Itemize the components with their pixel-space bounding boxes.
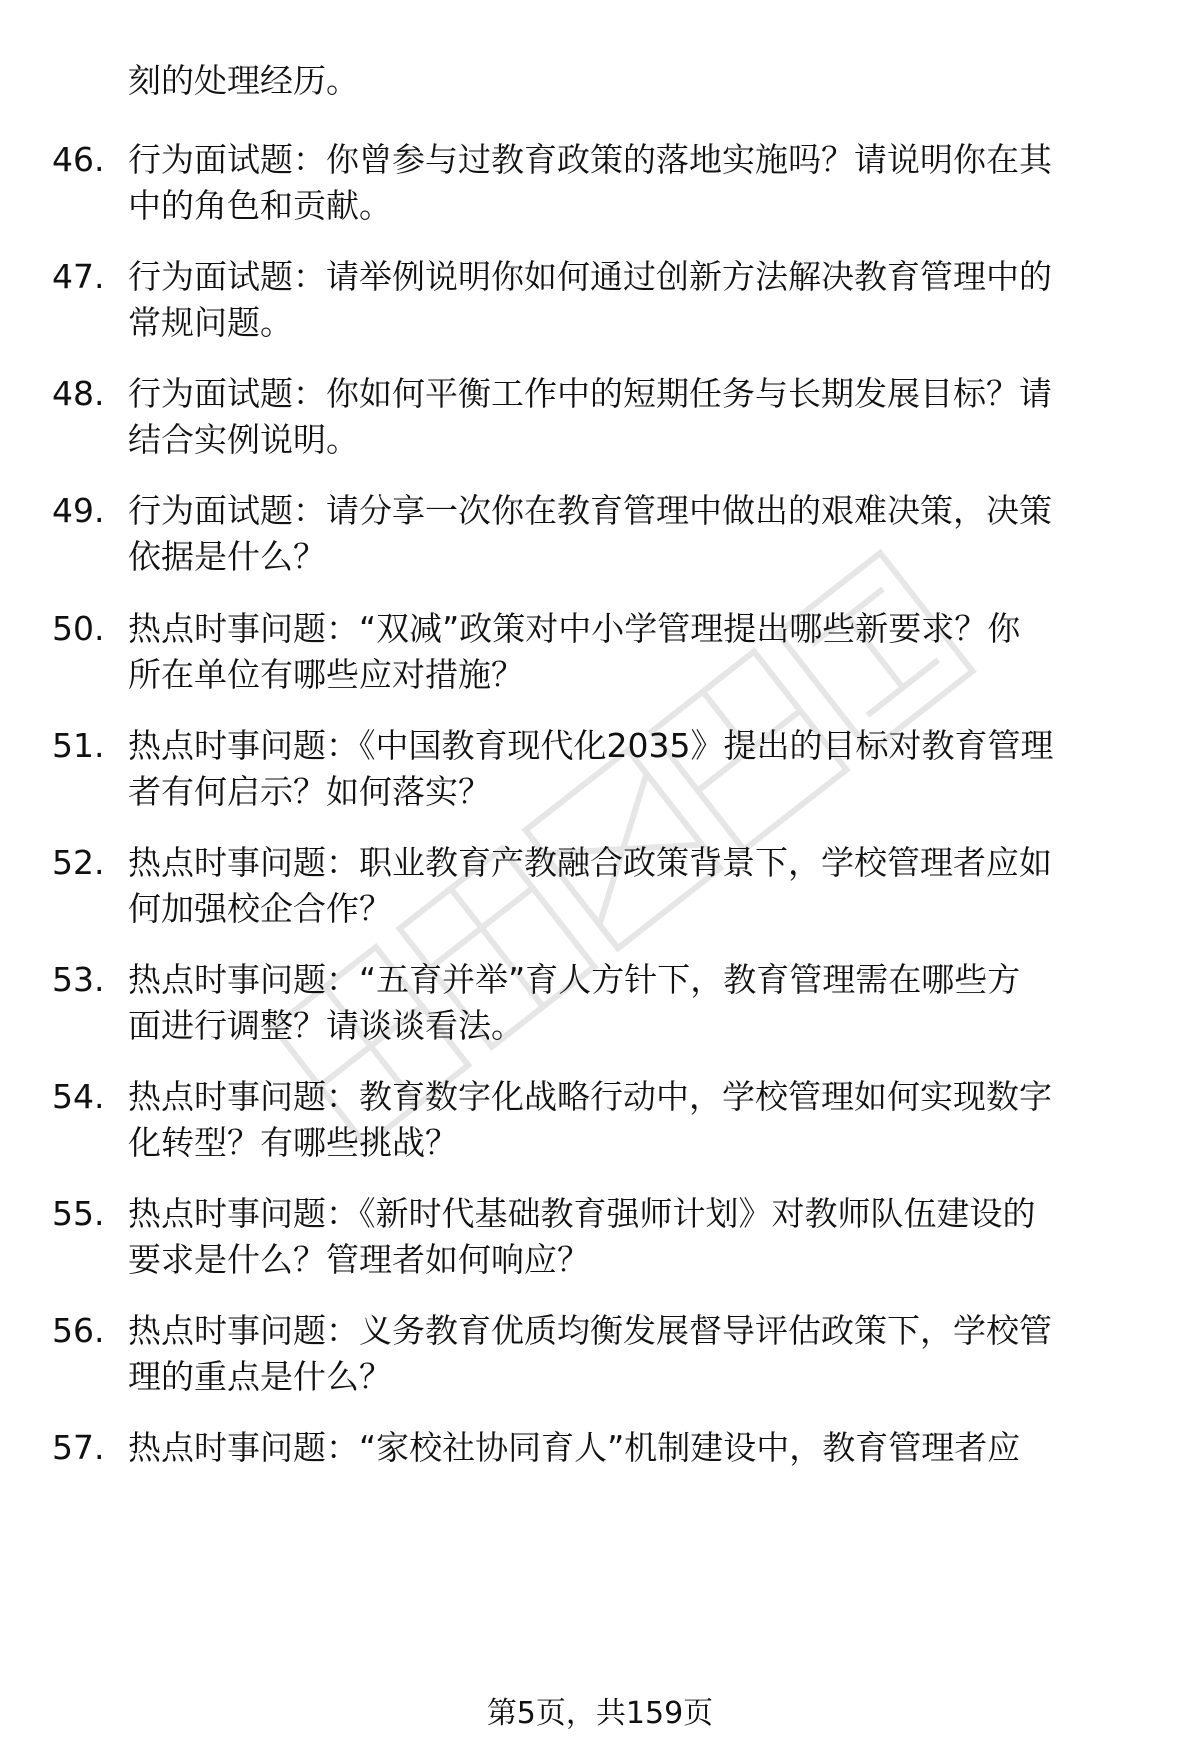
item-text-line: 热点时事问题：“五育并举”育人方针下，教育管理需在哪些方 — [128, 960, 1021, 999]
list-item — [0, 488, 1200, 588]
list-item — [0, 723, 1200, 823]
item-text — [128, 254, 1163, 346]
page-footer: 第5页，共159页 — [486, 1696, 714, 1731]
item-text — [128, 371, 1163, 463]
item-text — [128, 1425, 1163, 1471]
item-text — [128, 606, 1163, 698]
item-number: 52. — [52, 843, 105, 882]
item-text-line: 行为面试题：请举例说明你如何通过创新方法解决教育管理中的 — [128, 257, 1052, 296]
item-text-line: 中的角色和贡献。 — [128, 186, 392, 225]
item-text — [128, 1191, 1163, 1283]
list-item — [0, 1308, 1200, 1408]
item-text-line: 热点时事问题：《新时代基础教育强师计划》对教师队伍建设的 — [128, 1194, 1036, 1233]
list-item — [0, 371, 1200, 471]
list-item — [0, 1425, 1200, 1525]
continued-text: 刻的处理经历。 — [128, 61, 359, 100]
item-number: 48. — [52, 374, 105, 413]
item-number: 50. — [52, 609, 105, 648]
list-item — [0, 840, 1200, 940]
item-number: 56. — [52, 1311, 105, 1350]
item-text — [128, 957, 1163, 1049]
item-text — [128, 488, 1163, 580]
item-text — [128, 723, 1163, 815]
item-number: 57. — [52, 1428, 105, 1467]
item-text-line: 面进行调整？请谈谈看法。 — [128, 1006, 524, 1045]
item-text — [128, 1308, 1163, 1400]
item-text-line: 何加强校企合作？ — [128, 889, 392, 928]
item-text-line: 要求是什么？管理者如何响应？ — [128, 1240, 590, 1279]
item-number: 54. — [52, 1077, 105, 1116]
item-text-line: 所在单位有哪些应对措施？ — [128, 655, 524, 694]
list-item — [0, 137, 1200, 237]
item-text-line: 行为面试题：你如何平衡工作中的短期任务与长期发展目标？请 — [128, 374, 1052, 413]
item-text-line: 化转型？有哪些挑战？ — [128, 1123, 458, 1162]
item-number: 47. — [52, 257, 105, 296]
item-number: 53. — [52, 960, 105, 999]
item-text-line: 理的重点是什么？ — [128, 1357, 392, 1396]
item-text — [128, 840, 1163, 932]
item-text — [128, 1074, 1163, 1166]
item-text-line: 者有何启示？如何落实？ — [128, 772, 491, 811]
item-number: 46. — [52, 140, 105, 179]
item-text-line: 热点时事问题：“家校社协同育人”机制建设中，教育管理者应 — [128, 1428, 1021, 1467]
item-text-line: 依据是什么？ — [128, 537, 326, 576]
item-text-line: 行为面试题：请分享一次你在教育管理中做出的艰难决策，决策 — [128, 491, 1052, 530]
item-text-line: 热点时事问题：教育数字化战略行动中，学校管理如何实现数字 — [128, 1077, 1052, 1116]
item-text-line: 行为面试题：你曾参与过教育政策的落地实施吗？请说明你在其 — [128, 140, 1052, 179]
list-item — [0, 254, 1200, 354]
list-item — [0, 957, 1200, 1057]
item-text-line: 热点时事问题：义务教育优质均衡发展督导评估政策下，学校管 — [128, 1311, 1052, 1350]
item-text-line: 结合实例说明。 — [128, 420, 359, 459]
list-item — [0, 1074, 1200, 1174]
item-number: 49. — [52, 491, 105, 530]
item-text-line: 常规问题。 — [128, 303, 293, 342]
item-text-line: 热点时事问题：“双减”政策对中小学管理提出哪些新要求？你 — [128, 609, 1021, 648]
item-text-line: 热点时事问题：《中国教育现代化2035》提出的目标对教育管理 — [128, 726, 1054, 765]
item-text-line: 热点时事问题：职业教育产教融合政策背景下，学校管理者应如 — [128, 843, 1052, 882]
list-item — [0, 606, 1200, 706]
item-number: 51. — [52, 726, 105, 765]
list-item — [0, 1191, 1200, 1291]
item-number: 55. — [52, 1194, 105, 1233]
item-text — [128, 137, 1163, 229]
